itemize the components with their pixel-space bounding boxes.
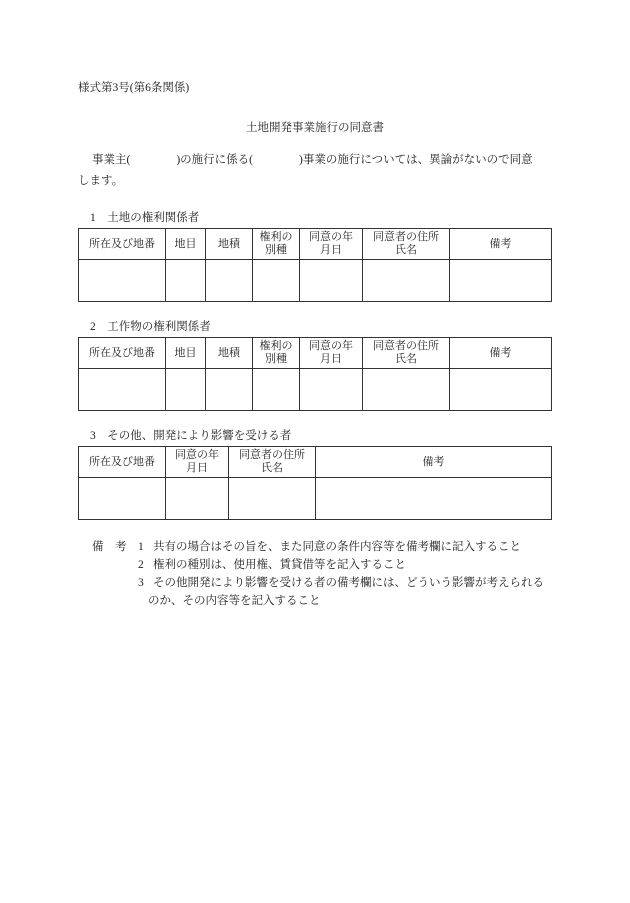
note-number: 1 [138, 541, 144, 553]
column-header-land-category: 地目 [166, 338, 206, 369]
column-header-remarks: 備考 [316, 447, 552, 478]
body-line-2: します。 [78, 175, 124, 187]
note-text: 共有の場合はその旨を、また同意の条件内容等を備考欄に記入すること [153, 541, 521, 553]
table-cell [79, 369, 166, 411]
column-header-location: 所在及び地番 [79, 229, 166, 260]
column-header-consenter: 同意者の住所 氏名 [229, 447, 316, 478]
column-header-location: 所在及び地番 [79, 447, 166, 478]
column-header-consent-date: 同意の年 月日 [300, 338, 363, 369]
column-header-area: 地積 [206, 338, 253, 369]
form-number: 様式第3号(第6条関係) [78, 82, 190, 94]
land-rights-table [78, 228, 552, 302]
table-cell [166, 369, 206, 411]
structure-rights-table [78, 337, 552, 411]
table-cell [300, 369, 363, 411]
column-header-location: 所在及び地番 [79, 338, 166, 369]
table-cell [79, 478, 166, 520]
column-header-area: 地積 [206, 229, 253, 260]
column-header-consenter: 同意者の住所 氏名 [363, 338, 450, 369]
table-cell [229, 478, 316, 520]
column-header-consenter: 同意者の住所 氏名 [363, 229, 450, 260]
column-header-right-type: 権利の 別種 [253, 338, 300, 369]
note-number: 2 [138, 559, 144, 571]
note-text: その他開発により影響を受ける者の備考欄には、どういう影響が考えられる [153, 577, 544, 589]
table-cell [79, 260, 166, 302]
table-cell [206, 260, 253, 302]
table-cell [450, 369, 552, 411]
table-cell [316, 478, 552, 520]
note-text: 権利の種別は、使用権、賃貸借等を記入すること [153, 559, 406, 571]
affected-parties-table [78, 446, 552, 520]
notes-label: 備 考 [92, 541, 127, 553]
section-3-heading: 3 その他、開発により影響を受ける者 [90, 430, 292, 442]
column-header-land-category: 地目 [166, 229, 206, 260]
table-cell [300, 260, 363, 302]
table-cell [363, 260, 450, 302]
note-number: 3 [138, 577, 144, 589]
body-line-1: 事業主( )の施行に係る( )事業の施行については、異論がないので同意 [92, 154, 533, 166]
column-header-remarks: 備考 [450, 338, 552, 369]
table-cell [166, 260, 206, 302]
note-text-continuation: のか、その内容等を記入すること [148, 595, 321, 607]
column-header-remarks: 備考 [450, 229, 552, 260]
column-header-right-type: 権利の 別種 [253, 229, 300, 260]
table-cell [166, 478, 229, 520]
table-cell [450, 260, 552, 302]
document-title: 土地開発事業施行の同意書 [246, 122, 384, 134]
table-cell [253, 260, 300, 302]
column-header-consent-date: 同意の年 月日 [300, 229, 363, 260]
column-header-consent-date: 同意の年 月日 [166, 447, 229, 478]
table-cell [253, 369, 300, 411]
section-2-heading: 2 工作物の権利関係者 [90, 321, 211, 333]
table-cell [363, 369, 450, 411]
table-cell [206, 369, 253, 411]
section-1-heading: 1 土地の権利関係者 [90, 212, 200, 224]
